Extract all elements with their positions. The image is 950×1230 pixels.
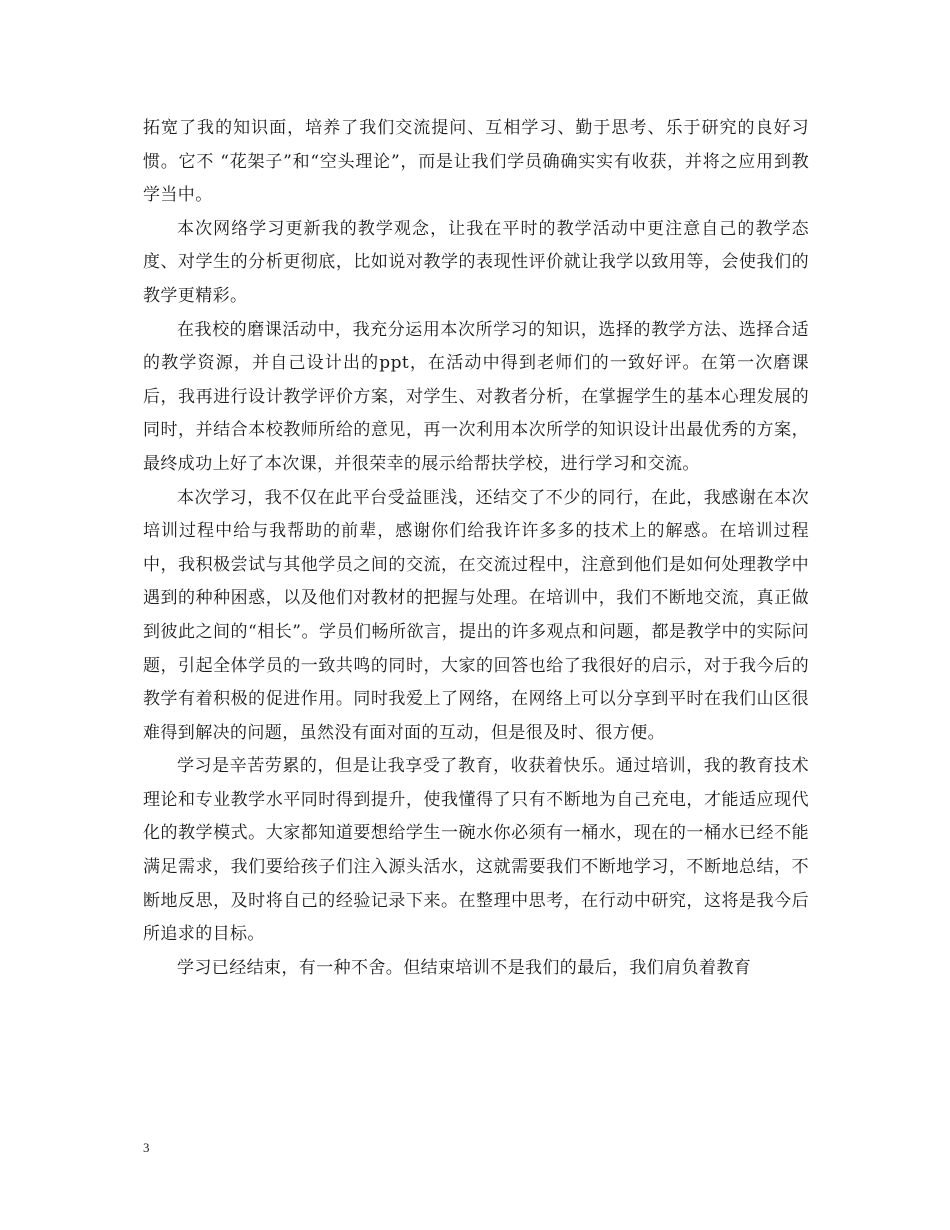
paragraph-6: 学习已经结束，有一种不舍。但结束培训不是我们的最后，我们肩负着教育 bbox=[177, 957, 752, 978]
document-body bbox=[143, 112, 809, 985]
paragraph-1: 拓宽了我的知识面，培养了我们交流提问、互相学习、勤于思考、乐于研究的良好习惯。它不 “花架子”和“空头理论”，而是让我们学员确确实实有收获，并将之应用到教学当中。 bbox=[143, 118, 809, 206]
paragraph-2: 本次网络学习更新我的教学观念，让我在平时的教学活动中更注意自己的教学态度、对学生的分析更彻底，比如说对教学的表现性评价就让我学以致用等，会使我们的教学更精彩。 bbox=[143, 218, 809, 306]
paragraph-4: 本次学习，我不仅在此平台受益匪浅，还结交了不少的同行，在此，我感谢在本次培训过程中给与我帮助的前辈，感谢你们给我许许多多的技术上的解惑。在培训过程中，我积极尝试与其他学员之间的交流，在交流过程中，注意到他们是如何处理教学中遇到的种种困惑，以及他们对教材的把握与处理。在培训中，我们不断地交流，真正做到彼此之间的“相长”。学员们畅所欲言，提出的许多观点和问题，都是教学中的实际问题，引起全体学员的一致共鸣的同时，大家的回答也给了我很好的启示，对于我今后的教学有着积极的促进作用。同时我爱上了网络，在网络上可以分享到平时在我们山区很难得到解决的问题，虽然没有面对面的互动，但是很及时、很方便。 bbox=[143, 487, 809, 743]
paragraph-3: 在我校的磨课活动中，我充分运用本次所学习的知识，选择的教学方法、选择合适的教学资源，并自己设计出的ppt，在活动中得到老师们的一致好评。在第一次磨课后，我再进行设计教学评价方案，对学生、对教者分析，在掌握学生的基本心理发展的同时，并结合本校教师所给的意见，再一次利用本次所学的知识设计出最优秀的方案，最终成功上好了本次课，并很荣幸的展示给帮扶学校，进行学习和交流。 bbox=[143, 319, 809, 474]
page-number: 3 bbox=[143, 1140, 150, 1155]
paragraph-5: 学习是辛苦劳累的，但是让我享受了教育，收获着快乐。通过培训，我的教育技术理论和专业教学水平同时得到提升，使我懂得了只有不断地为自己充电，才能适应现代化的教学模式。大家都知道要想给学生一碗水你必须有一桶水，现在的一桶水已经不能满足需求，我们要给孩子们注入源头活水，这就需要我们不断地学习，不断地总结，不断地反思，及时将自己的经验记录下来。在整理中思考，在行动中研究，这将是我今后所追求的目标。 bbox=[143, 756, 809, 945]
